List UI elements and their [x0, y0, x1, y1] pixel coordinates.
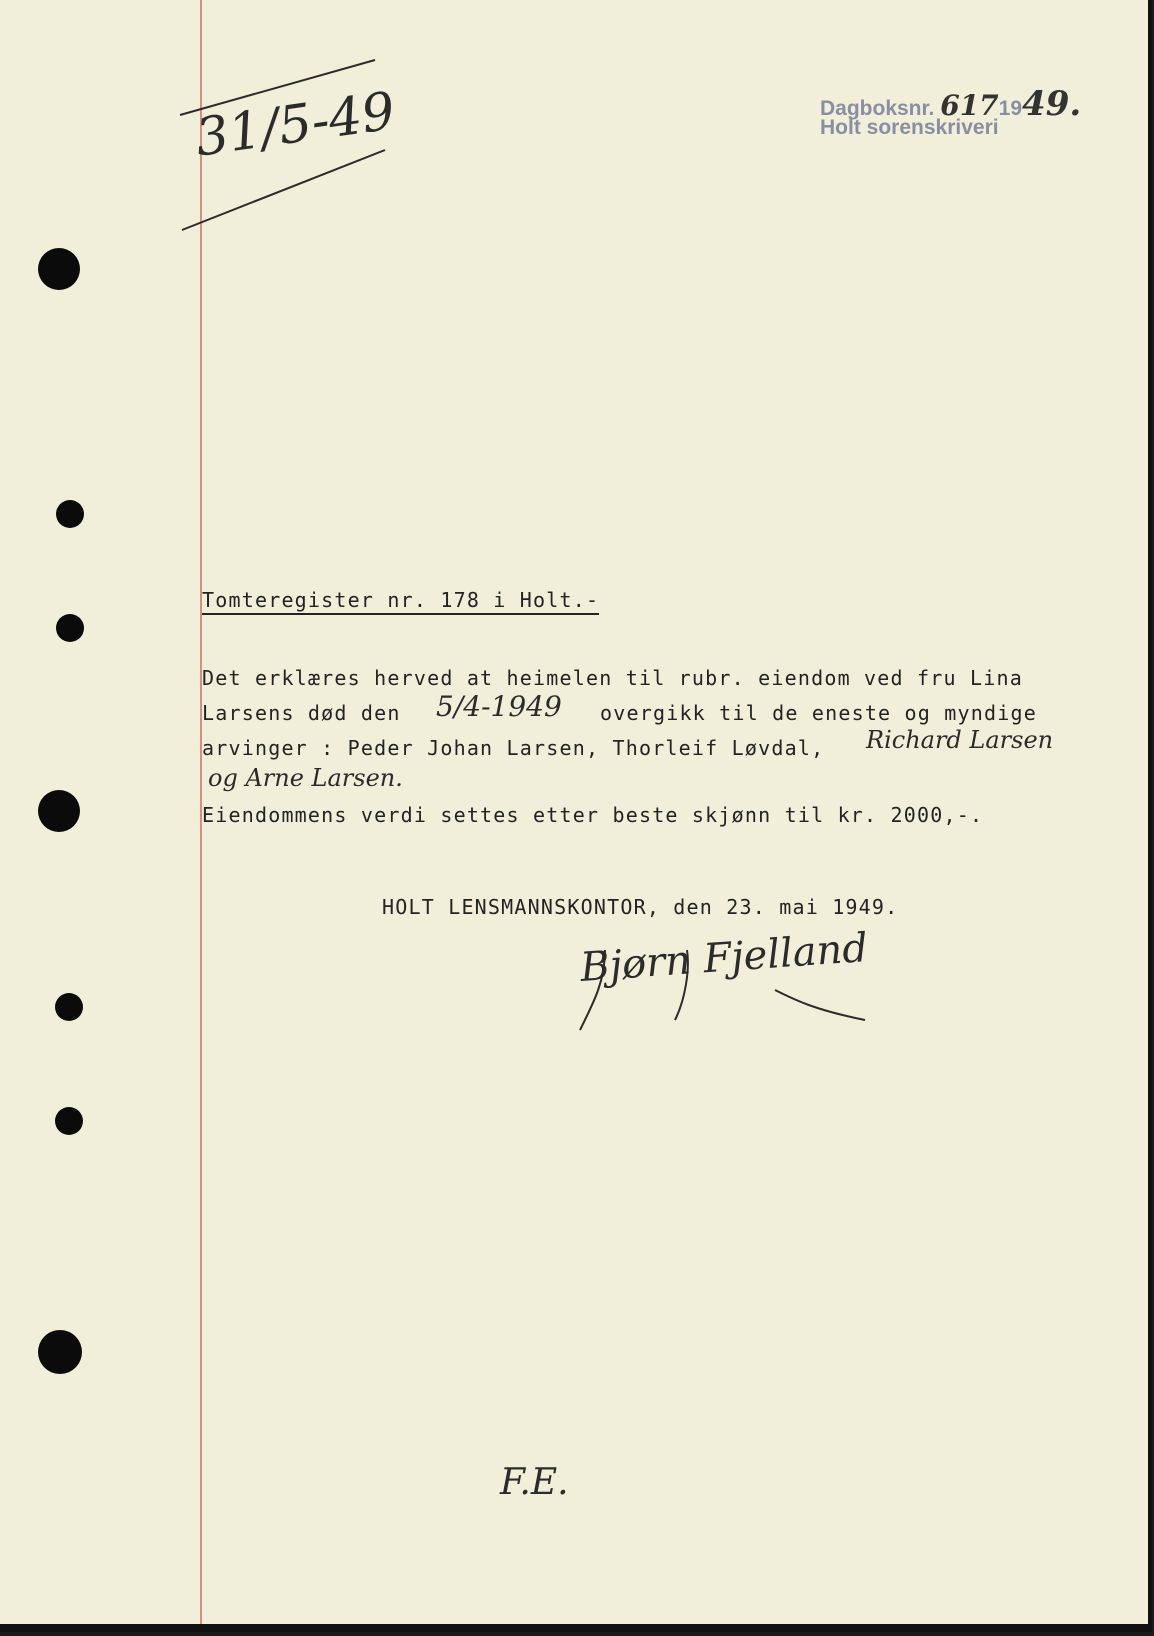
stamp-year-prefix: 19: [998, 97, 1023, 120]
body-line-1: Det erklæres herved at heimelen til rubr. eiendom ved fru Lina: [202, 666, 1023, 690]
stamp-handwritten-number: 617: [940, 89, 999, 122]
handwritten-date: 31/5-49: [191, 81, 399, 169]
body-line-3-start: arvinger : Peder Johan Larsen, Thorleif Løvdal,: [202, 736, 825, 760]
punch-hole: [38, 248, 80, 290]
handwritten-heir-1: Richard Larsen: [866, 726, 1054, 754]
stamp-handwritten-year: 49.: [1022, 84, 1082, 124]
punch-hole: [56, 500, 84, 528]
body-line-2-end: overgikk til de eneste og myndige: [600, 701, 1037, 725]
punch-hole: [38, 790, 80, 832]
place-date-line: HOLT LENSMANNSKONTOR, den 23. mai 1949.: [382, 895, 899, 919]
register-heading: Tomteregister nr. 178 i Holt.-: [202, 588, 599, 615]
punch-hole: [55, 993, 83, 1021]
punch-hole: [55, 1107, 83, 1135]
punch-hole: [56, 614, 84, 642]
body-line-5: Eiendommens verdi settes etter beste skjønn til kr. 2000,-.: [202, 803, 984, 827]
handwritten-initials: F.E.: [500, 1462, 569, 1503]
stamp-prefix: Dagboksnr.: [820, 97, 935, 120]
handwritten-death-date: 5/4-1949: [436, 690, 562, 723]
handwritten-heir-2: og Arne Larsen.: [208, 764, 403, 792]
signature-flourish: [575, 940, 875, 1040]
punch-hole: [38, 1330, 82, 1374]
court-stamp: Holt sorenskriveri: [820, 116, 999, 139]
signature: Bjørn Fjelland: [578, 925, 870, 991]
body-line-2-start: Larsens død den: [202, 701, 401, 725]
